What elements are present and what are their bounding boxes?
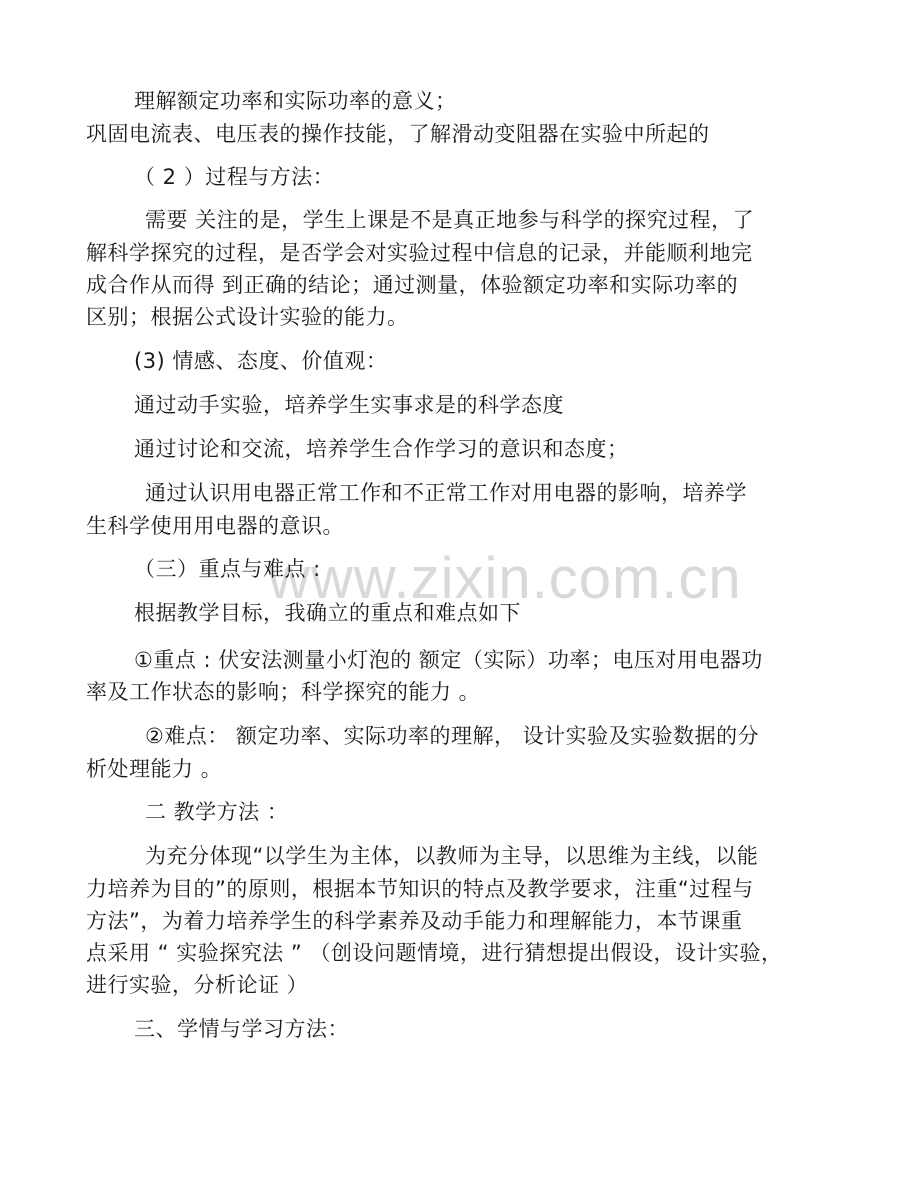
- paragraph-line: 通过讨论和交流，培养学生合作学习的意识和态度；: [134, 437, 629, 461]
- section-heading: （三）重点与难点 :: [134, 557, 321, 581]
- section-heading: （ 2 ）过程与方法：: [134, 165, 335, 189]
- paragraph-line: 根据教学目标，我确立的重点和难点如下: [134, 601, 521, 625]
- paragraph-line: ①重点 : 伏安法测量小灯泡的 额定（实际）功率；电压对用电器功: [134, 648, 763, 672]
- paragraph-line: 通过认识用电器正常工作和不正常工作对用电器的影响，培养学: [145, 481, 747, 505]
- paragraph-line: 方法”，为着力培养学生的科学素养及动手能力和理解能力，本节课重: [86, 909, 743, 933]
- section-heading: 三、学情与学习方法：: [134, 1017, 349, 1041]
- paragraph-line: 解科学探究的过程，是否学会对实验过程中信息的记录，并能顺利地完: [86, 241, 753, 265]
- paragraph-line: 生科学使用用电器的意识。: [86, 514, 344, 538]
- paragraph-line: ②难点： 额定功率、实际功率的理解， 设计实验及实验数据的分: [145, 724, 760, 748]
- paragraph-line: 区别；根据公式设计实验的能力。: [86, 305, 409, 329]
- paragraph-line: 率及工作状态的影响；科学探究的能力 。: [86, 680, 481, 704]
- paragraph-line: 需要 关注的是，学生上课是不是真正地参与科学的探究过程，了: [145, 208, 755, 232]
- watermark: www.zixin.com.cn: [268, 546, 742, 611]
- paragraph-line: 理解额定功率和实际功率的意义；: [134, 89, 457, 113]
- paragraph-line: 成合作从而得 到正确的结论；通过测量，体验额定功率和实际功率的: [86, 273, 739, 297]
- section-heading: (3) 情感、态度、价值观：: [134, 349, 388, 373]
- section-heading: 二 教学方法 ：: [145, 800, 289, 824]
- paragraph-line: 通过动手实验，培养学生实事求是的科学态度: [134, 393, 564, 417]
- paragraph-line: 力培养为目的”的原则，根据本节知识的特点及教学要求，注重“过程与: [86, 877, 754, 901]
- paragraph-line: 进行实验，分析论证 ）: [86, 973, 309, 997]
- paragraph-line: 析处理能力 。: [86, 757, 223, 781]
- paragraph-line: 为充分体现“以学生为主体，以教师为主导，以思维为主线，以能: [145, 844, 759, 868]
- paragraph-line: 点采用 “ 实验探究法 ” （创设问题情境，进行猜想提出假设，设计实验，: [86, 941, 783, 965]
- paragraph-line: 巩固电流表、电压表的操作技能，了解滑动变阻器在实验中所起的: [86, 122, 710, 146]
